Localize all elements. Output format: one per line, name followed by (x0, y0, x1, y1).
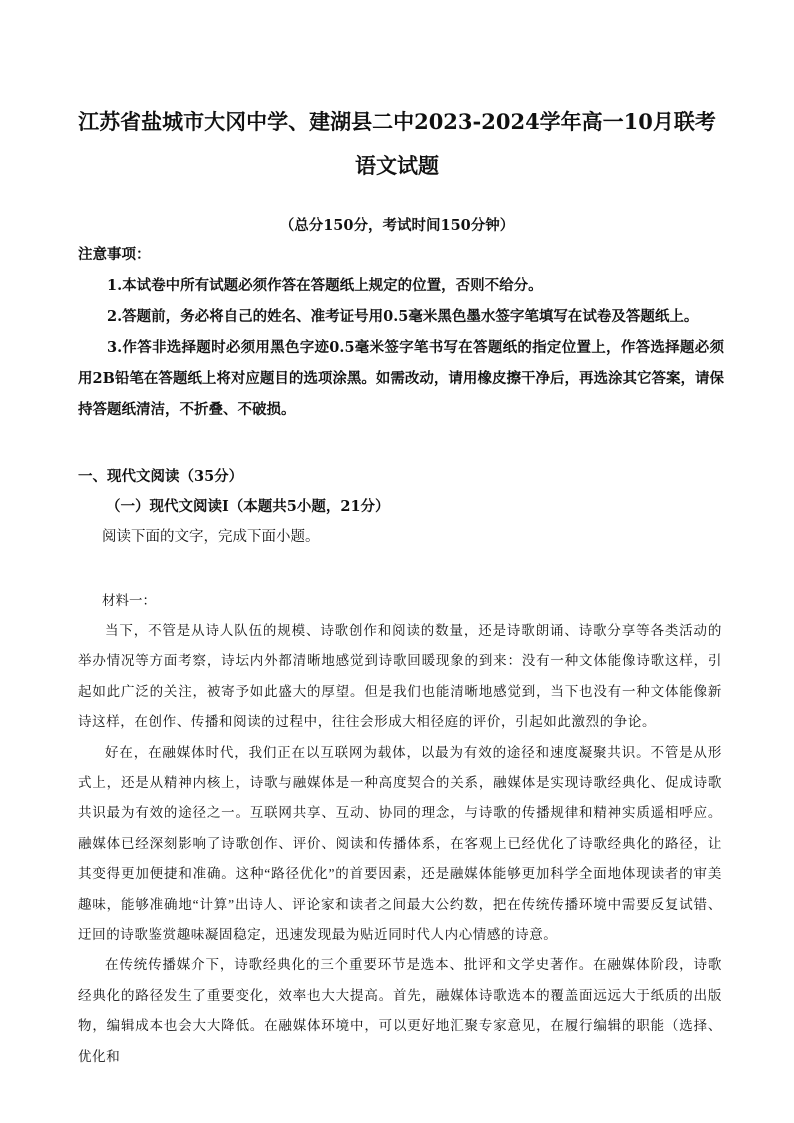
material-paragraph: 在传统传播媒介下，诗歌经典化的三个重要环节是选本、批评和文学史著作。在融媒体阶段，诗歌经典化的路径发生了重要变化，效率也大大提高。首先，融媒体诗歌选本的覆盖面远远大于纸质的出版物，编辑成本也会大大降低。在融媒体环境中，可以更好地汇聚专家意见，在履行编辑的职能（选择、优化和 (78, 957, 722, 1064)
exam-title-line1: 江苏省盐城市大冈中学、建湖县二中2023-2024学年高一10月联考 (78, 109, 716, 134)
notice-item: 1.本试卷中所有试题必须作答在答题纸上规定的位置，否则不给分。 (107, 277, 543, 294)
section-heading: 一、现代文阅读（35分） (78, 468, 244, 485)
reading-instruction: 阅读下面的文字，完成下面小题。 (102, 529, 320, 545)
exam-title (60, 100, 734, 188)
score-time-info: （总分150分，考试时间150分钟） (279, 217, 515, 234)
material-label: 材料一： (102, 593, 156, 608)
subsection-heading: （一）现代文阅读Ⅰ（本题共5小题，21分） (106, 498, 390, 515)
exam-title-line2: 语文试题 (355, 153, 439, 178)
notice-item: 2.答题前，务必将自己的姓名、准考证号用0.5毫米黑色墨水签字笔填写在试卷及答题纸上。 (107, 308, 699, 325)
material-paragraph: 当下，不管是从诗人队伍的规模、诗歌创作和阅读的数量，还是诗歌朗诵、诗歌分享等各类活动的举办情况等方面考察，诗坛内外都清晰地感觉到诗歌回暖现象的到来：没有一种文体能像诗歌这样，引起如此广泛的关注，被寄予如此盛大的厚望。但是我们也能清晰地感觉到，当下也没有一种文体能像新诗这样，在创作、传播和阅读的过程中，往往会形成大相径庭的评价，引起如此激烈的争论。 (78, 623, 722, 730)
notice-block (78, 240, 724, 425)
notice-item: 3.作答非选择题时必须用黑色字迹0.5毫米签字笔书写在答题纸的指定位置上，作答选择题必须用2B铅笔在答题纸上将对应题目的选项涂黑。如需改动，请用橡皮擦干净后，再选涂其它答案，请保持答题纸清洁，不折叠、不破损。 (78, 339, 724, 418)
material-paragraph: 好在，在融媒体时代，我们正在以互联网为载体，以最为有效的途径和速度凝聚共识。不管是从形式上，还是从精神内核上，诗歌与融媒体是一种高度契合的关系，融媒体是实现诗歌经典化、促成诗歌共识最为有效的途径之一。互联网共享、互动、协同的理念，与诗歌的传播规律和精神实质遥相呼应。融媒体已经深刻影响了诗歌创作、评价、阅读和传播体系，在客观上已经优化了诗歌经典化的路径，让其变得更加便捷和准确。这种“路径优化”的首要因素，还是融媒体能够更加科学全面地体现读者的审美趣味，能够准确地“计算”出诗人、评论家和读者之间最大公约数，把在传统传播环境中需要反复试错、迂回的诗歌鉴赏趣味凝固稳定，迅速发现最为贴近同时代人内心情感的诗意。 (78, 744, 722, 943)
notice-heading: 注意事项： (78, 246, 151, 263)
material-one (78, 586, 722, 1072)
section-modern-reading (78, 462, 724, 552)
